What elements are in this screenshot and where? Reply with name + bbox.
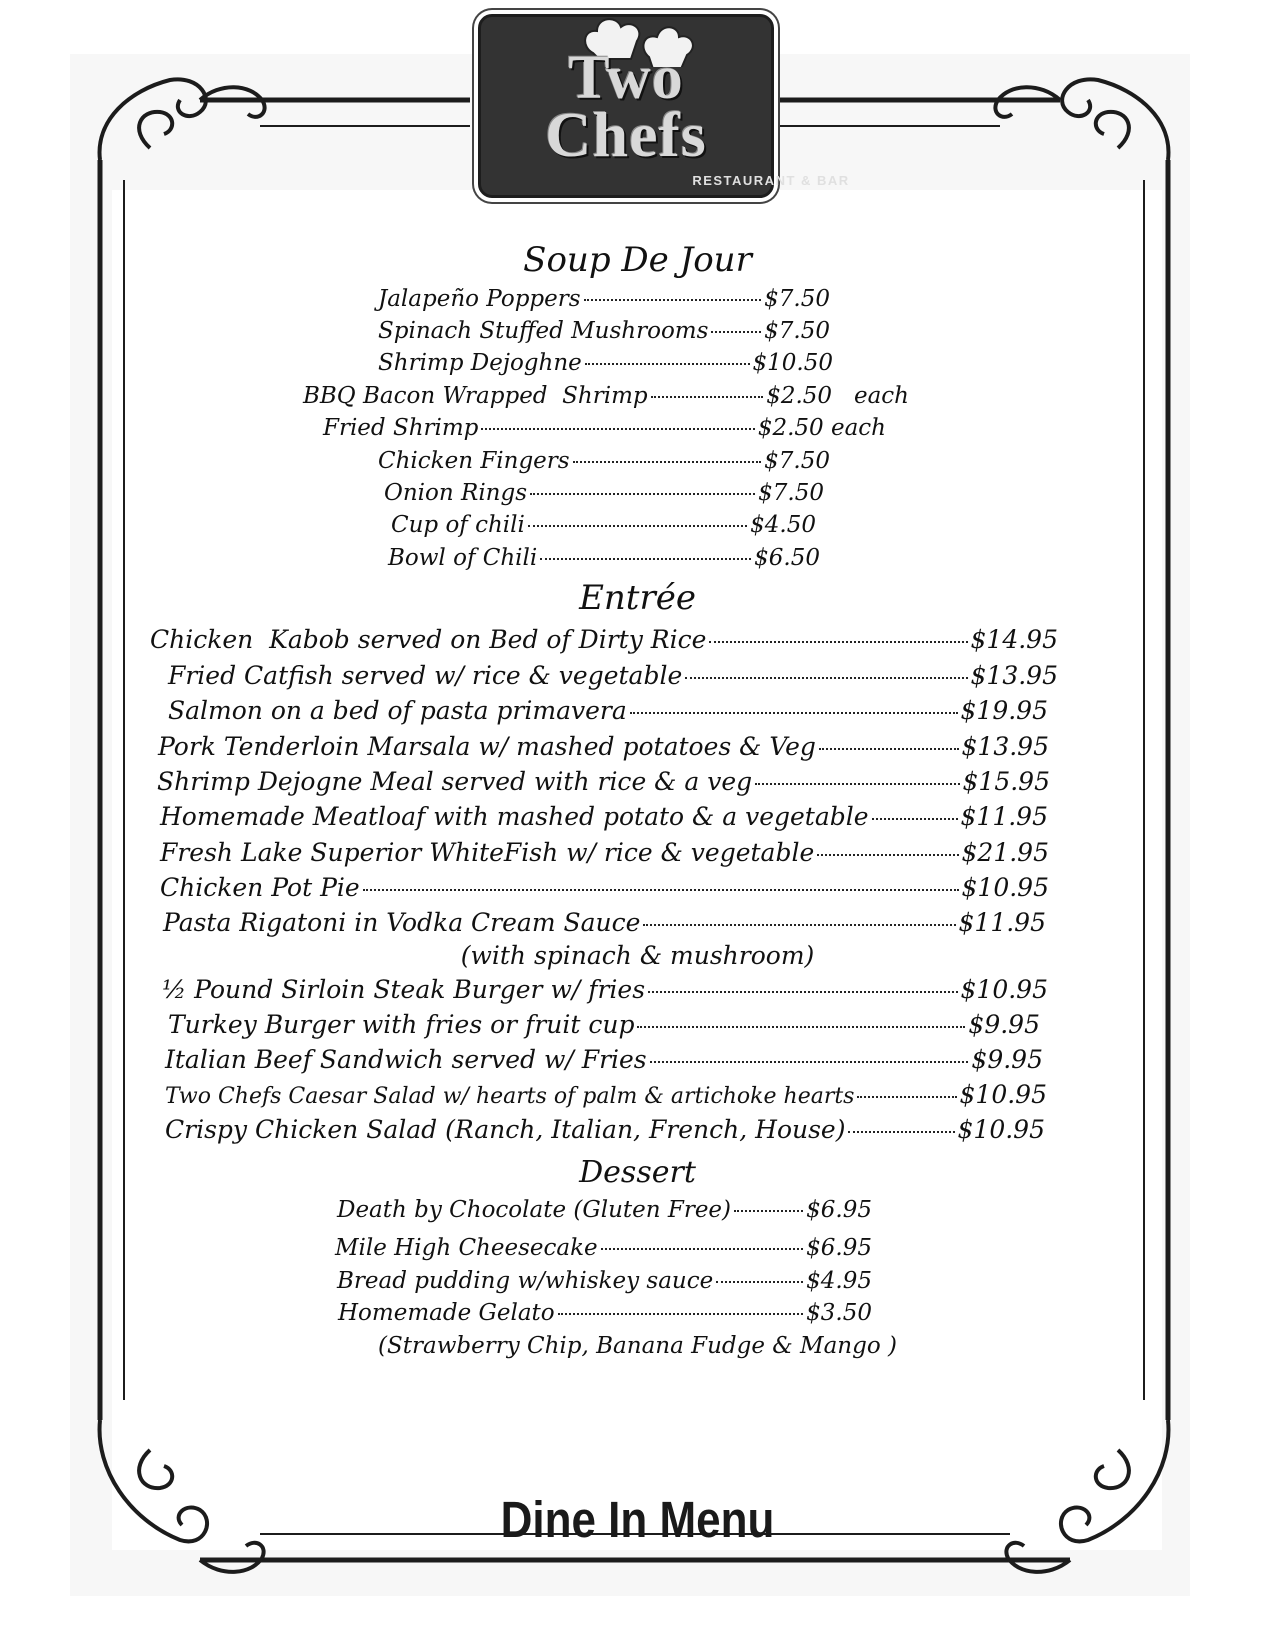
menu-item: [160, 838, 1049, 867]
leader-dots: [651, 396, 764, 398]
leader-dots: [637, 1026, 965, 1028]
item-price: $10.95: [960, 975, 1048, 1004]
leader-dots: [648, 991, 957, 993]
leader-dots: [857, 1096, 956, 1098]
item-name: BBQ Bacon Wrapped Shrimp: [303, 383, 648, 409]
item-name: Bowl of Chili: [388, 545, 538, 571]
leader-dots: [558, 1313, 804, 1315]
item-name: Spinach Stuffed Mushrooms: [378, 318, 709, 344]
leader-dots: [848, 1131, 954, 1133]
item-name: Death by Chocolate (Gluten Free): [337, 1197, 732, 1223]
menu-item: [158, 732, 1049, 761]
item-name: Fried Shrimp: [323, 415, 479, 441]
leader-dots: [650, 1061, 969, 1063]
item-price: $19.95: [960, 696, 1048, 725]
item-name: Mile High Cheesecake: [335, 1235, 598, 1261]
leader-dots: [584, 299, 762, 301]
item-name: Shrimp Dejogne Meal served with rice & a veg: [157, 767, 753, 796]
menu-item: [391, 512, 816, 538]
menu-item: [165, 1045, 1043, 1074]
item-name: Italian Beef Sandwich served w/ Fries: [165, 1045, 647, 1074]
item-name: Salmon on a bed of pasta primavera: [168, 696, 627, 725]
leader-dots: [530, 493, 755, 495]
leader-dots: [716, 1281, 803, 1283]
menu-item: [335, 1235, 872, 1261]
logo-tagline: RESTAURANT & BAR: [692, 173, 850, 188]
gelato-note: (Strawberry Chip, Banana Fudge & Mango ): [378, 1333, 897, 1359]
item-price: $15.95: [962, 767, 1050, 796]
menu-item: [165, 1080, 1047, 1109]
leader-dots: [755, 783, 959, 785]
item-name: Crispy Chicken Salad (Ranch, Italian, French, House): [165, 1115, 846, 1144]
menu-item: [378, 286, 830, 312]
menu-item: [168, 1010, 1040, 1039]
leader-dots: [601, 1248, 804, 1250]
item-price: $4.50: [750, 512, 816, 538]
menu-item: [150, 625, 1058, 654]
item-price: $10.95: [957, 1115, 1045, 1144]
menu-item: [160, 802, 1048, 831]
menu-item: [338, 1300, 872, 1326]
leader-dots: [685, 677, 967, 679]
two-chefs-logo: [478, 14, 850, 198]
menu-item: [168, 661, 1058, 690]
item-price: $4.95: [806, 1268, 872, 1294]
item-price: $3.50: [806, 1300, 872, 1326]
leader-dots: [872, 818, 958, 820]
item-name: Chicken Pot Pie: [160, 873, 360, 902]
leader-dots: [573, 461, 762, 463]
entree-heading: Entrée: [579, 578, 696, 618]
menu-item: [323, 415, 886, 441]
leader-dots: [819, 748, 959, 750]
menu-item: [157, 767, 1050, 796]
leader-dots: [709, 641, 967, 643]
leader-dots: [734, 1210, 803, 1212]
leader-dots: [481, 428, 754, 430]
menu-item: [378, 448, 830, 474]
menu-item: [337, 1268, 872, 1294]
item-price: $2.50 each: [766, 383, 909, 409]
item-name: ½ Pound Sirloin Steak Burger w/ fries: [162, 975, 646, 1004]
item-price: $7.50: [764, 286, 830, 312]
item-price: $10.95: [961, 873, 1049, 902]
dessert-heading: Dessert: [579, 1155, 696, 1190]
item-price: $11.95: [960, 802, 1048, 831]
item-price: $13.95: [961, 732, 1049, 761]
item-price: $7.50: [764, 318, 830, 344]
item-name: Cup of chili: [391, 512, 525, 538]
item-name: Fried Catfish served w/ rice & vegetable: [168, 661, 683, 690]
item-name: Pasta Rigatoni in Vodka Cream Sauce: [163, 908, 641, 937]
item-name: Shrimp Dejoghne: [378, 350, 582, 376]
item-price: $2.50 each: [757, 415, 886, 441]
item-name: Onion Rings: [384, 480, 528, 506]
item-name: Fresh Lake Superior WhiteFish w/ rice & vegetable: [160, 838, 815, 867]
menu-item: [160, 873, 1049, 902]
menu-item: [303, 383, 909, 409]
menu-item: [378, 318, 830, 344]
item-price: $9.95: [968, 1010, 1040, 1039]
menu-item: [384, 480, 824, 506]
item-price: $13.95: [970, 661, 1058, 690]
leader-dots: [711, 331, 761, 333]
leader-dots: [540, 558, 751, 560]
menu-item: [388, 545, 820, 571]
item-price: $9.95: [971, 1045, 1043, 1074]
item-price: $7.50: [758, 480, 824, 506]
leader-dots: [643, 924, 955, 926]
item-name: Pork Tenderloin Marsala w/ mashed potatoes & Veg: [158, 732, 816, 761]
menu-item: [162, 975, 1048, 1004]
leader-dots: [363, 889, 959, 891]
item-name: Jalapeño Poppers: [378, 286, 581, 312]
item-price: $6.95: [806, 1235, 872, 1261]
item-name: Bread pudding w/whiskey sauce: [337, 1268, 714, 1294]
item-price: $21.95: [961, 838, 1049, 867]
menu-item: [165, 1115, 1045, 1144]
logo-word-chefs: Chefs: [545, 99, 707, 170]
item-price: $6.50: [754, 545, 820, 571]
item-name: Homemade Meatloaf with mashed potato & a vegetable: [160, 802, 869, 831]
leader-dots: [585, 363, 750, 365]
leader-dots: [528, 525, 747, 527]
leader-dots: [817, 854, 958, 856]
item-name: Chicken Fingers: [378, 448, 570, 474]
item-name: Turkey Burger with fries or fruit cup: [168, 1010, 635, 1039]
item-price: $14.95: [970, 625, 1058, 654]
item-name: Homemade Gelato: [338, 1300, 555, 1326]
dine-in-menu-title: Dine In Menu: [500, 1492, 775, 1549]
pasta-note: (with spinach & mushroom): [460, 941, 815, 970]
menu-item: [168, 696, 1048, 725]
logo-word-two: Two: [568, 44, 684, 112]
item-price: $10.50: [752, 350, 833, 376]
menu-item: [163, 908, 1046, 937]
leader-dots: [630, 712, 958, 714]
item-price: $6.95: [806, 1197, 872, 1223]
item-price: $7.50: [764, 448, 830, 474]
menu-item: [378, 350, 833, 376]
item-price: $11.95: [958, 908, 1046, 937]
item-name: Two Chefs Caesar Salad w/ hearts of palm & artichoke hearts: [165, 1084, 855, 1109]
menu-item: [337, 1197, 872, 1223]
soup-heading: Soup De Jour: [523, 240, 752, 280]
item-name: Chicken Kabob served on Bed of Dirty Rice: [150, 625, 707, 654]
item-price: $10.95: [959, 1080, 1047, 1109]
